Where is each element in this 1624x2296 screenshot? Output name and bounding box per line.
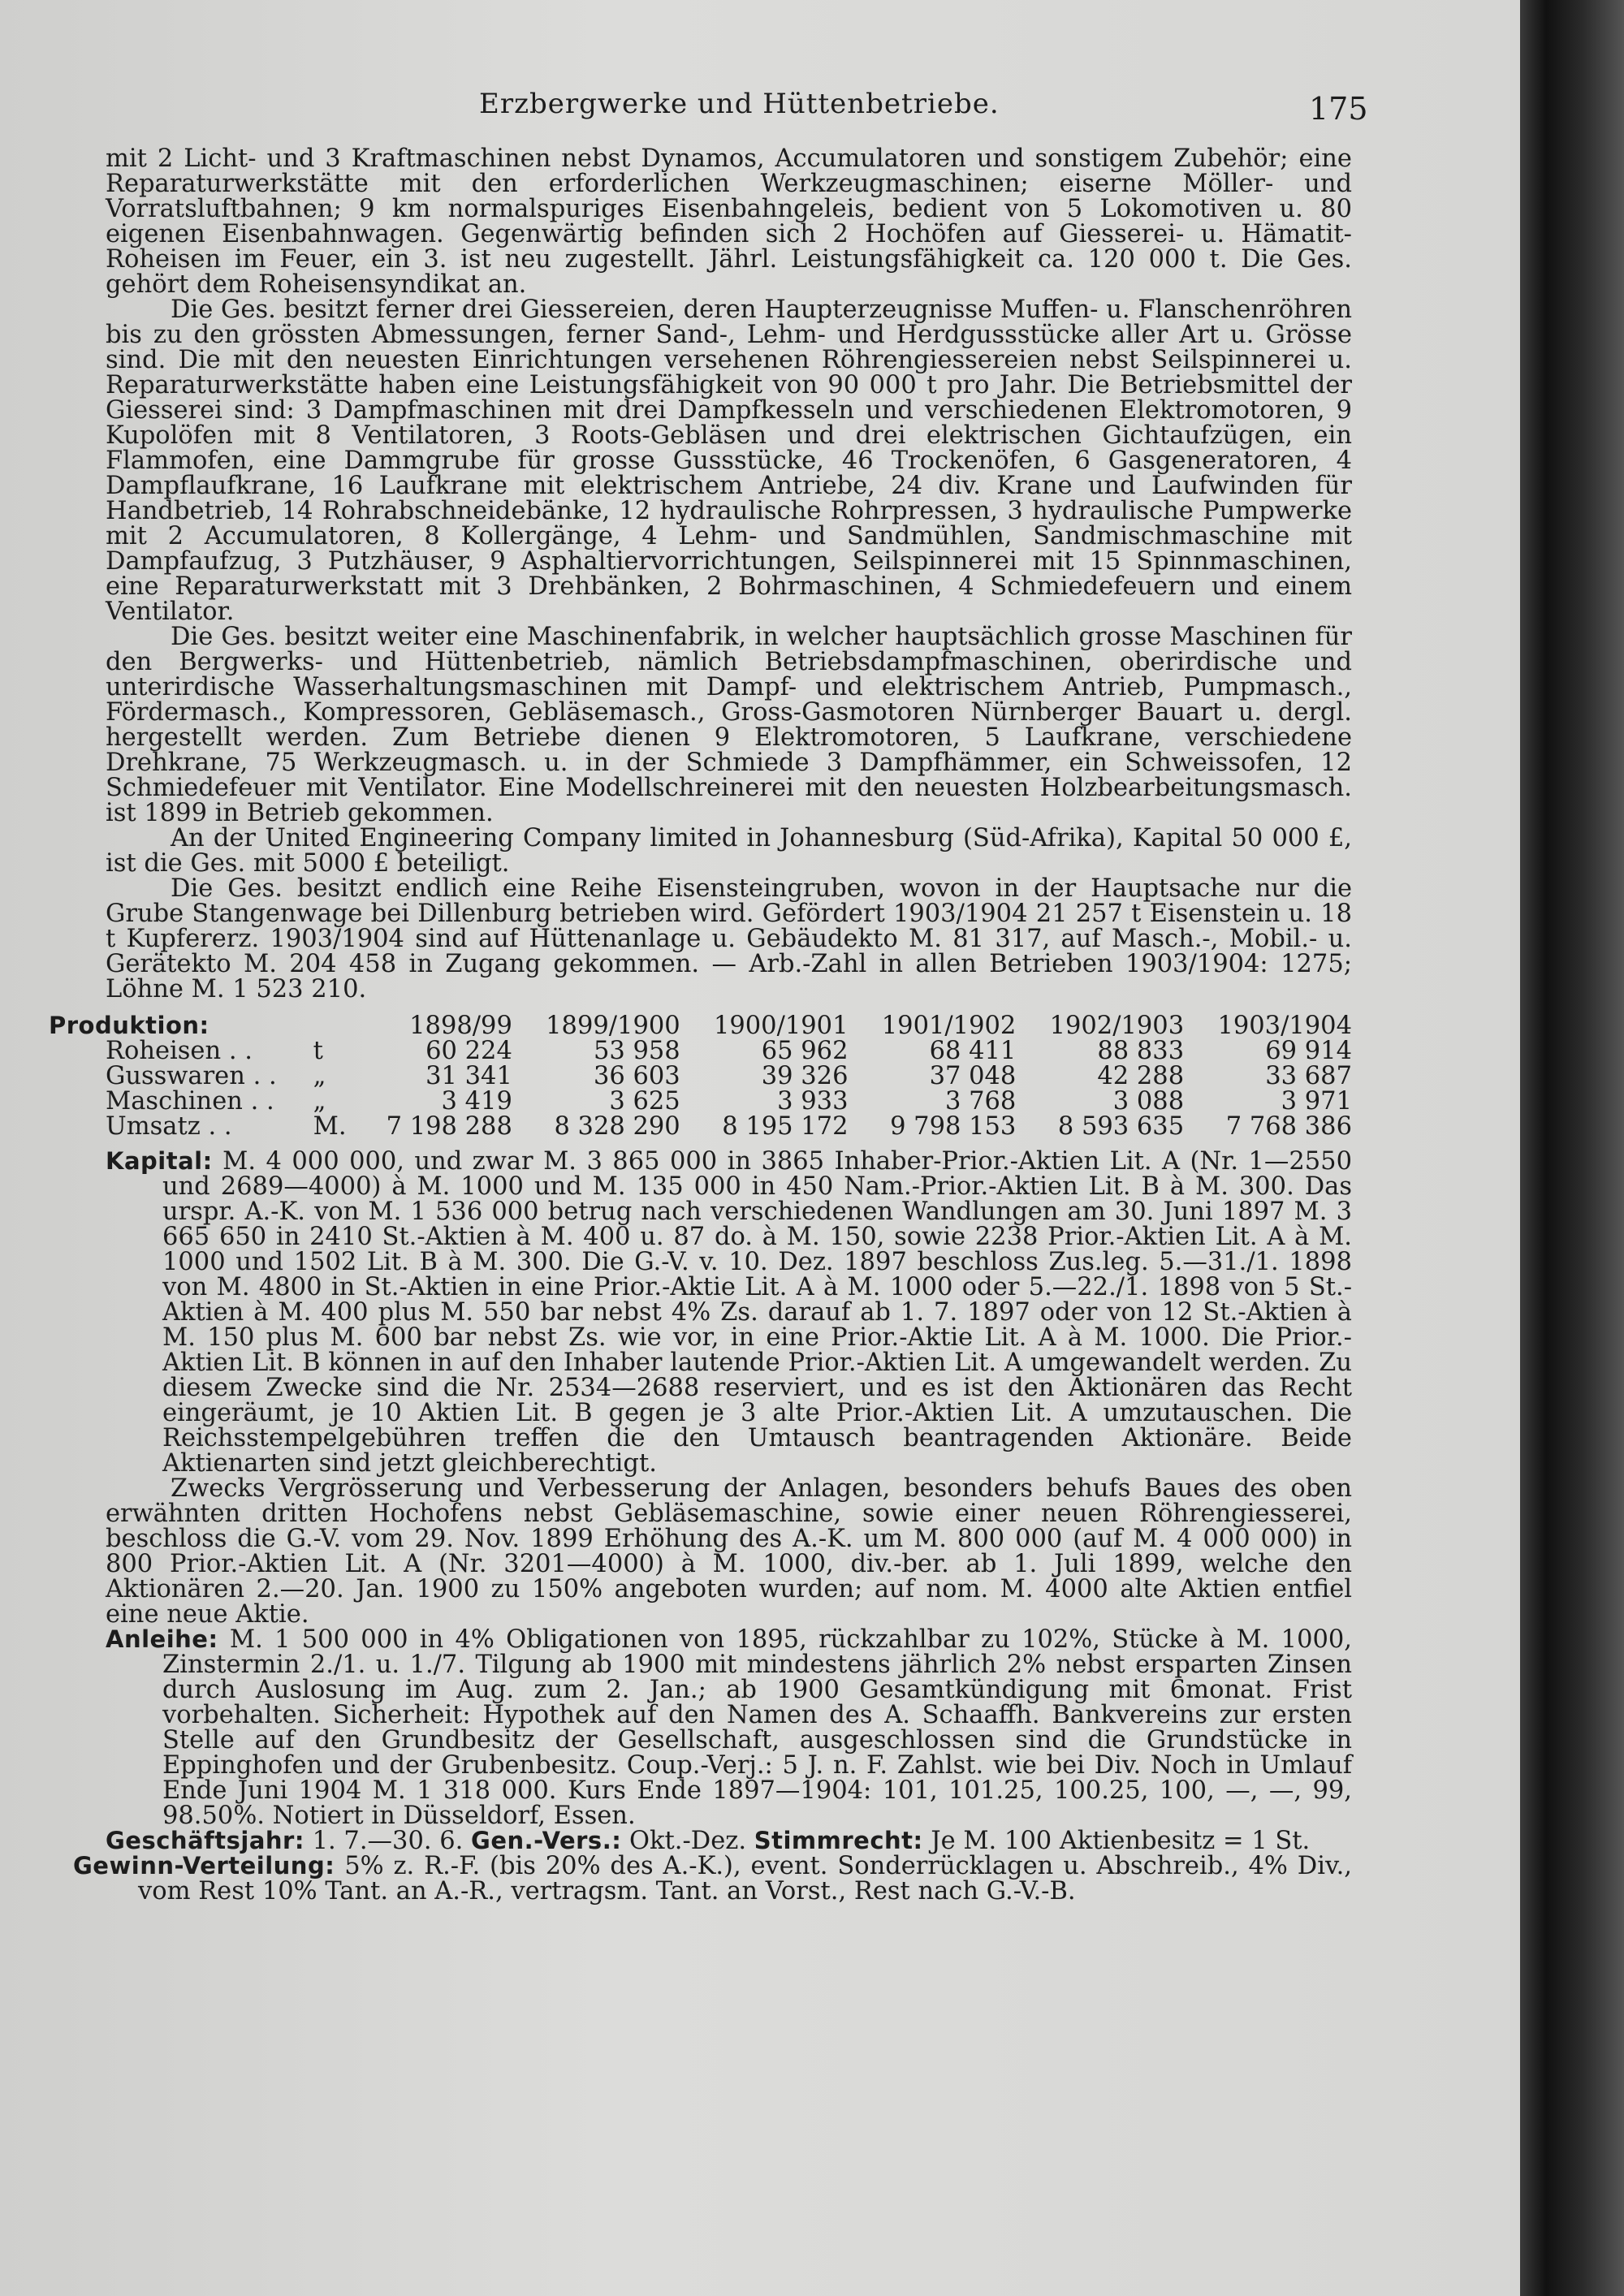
anleihe-section [106,1625,1352,1830]
table-cell: 36 603 [593,1062,680,1090]
table-cell: 7 768 386 [1225,1112,1352,1141]
voting-right-label: Stimmrecht: [754,1827,923,1854]
table-cell: 53 958 [593,1037,680,1065]
table-cell: 3 625 [609,1087,680,1116]
year-header: 1898/99 [409,1012,512,1040]
profit-distribution-label: Gewinn-Verteilung: [73,1852,335,1880]
table-cell: 3 768 [944,1087,1017,1116]
paragraph-johannesburg: An der United Engineering Company limited in Johannesburg (Süd-Afrika), Kapital 50 000 £, ist die Ges. mit 5000 £ beteiligt. [106,824,1352,878]
voting-right-text: Je M. 100 Aktienbesitz = 1 St. [931,1827,1311,1855]
table-cell: 60 224 [425,1037,512,1065]
kapital-increase-text: Zwecks Vergrösserung und Verbesserung der Anlagen, besonders behufs Baues des oben erwähnten dritten Hochofens nebst Gebläsemaschine, sowie einer neuen Röhrengiesserei, beschloss die G.-V. vom 29. Nov. 1899 Erhöhung des A.-K. um M. 800 000 (auf M. 4 000 000) in 800 Prior.-Aktien Lit. A (Nr. 3201—4000) à M. 1000, div.-ber. ab 1. Juli 1899, welche den Aktionären 2.—20. Jan. 1900 zu 150% angeboten wurden; auf nom. M. 4000 alte Aktien entfiel eine neue Aktie. [106,1474,1352,1629]
production-header-row [49,1013,1352,1038]
row-unit: t [313,1037,323,1065]
table-cell: 37 048 [929,1062,1017,1090]
year-header: 1903/1904 [1217,1012,1352,1040]
table-row [49,1114,1352,1139]
table-row [49,1089,1352,1114]
business-year-line [106,1827,1352,1855]
body-text [49,145,1352,1905]
row-label: Roheisen . . [106,1037,253,1065]
table-cell: 39 326 [761,1062,849,1090]
paragraph-equipment: mit 2 Licht- und 3 Kraftmaschinen nebst Dynamos, Accumulatoren und sonstigem Zubehör; eine Reparaturwerkstätte mit den erforderlichen Werkzeugmaschinen; eiserne Möller- und Vorratsluftbahnen; 9 km normalspuriges Eisenbahngeleis, bedient von 5 Lokomotiven u. 80 eigenen Eisenbahnwagen. Gegenwärtig befinden sich 2 Hochöfen auf Giesserei- u. Hämatit-Roheisen im Feuer, ein 3. ist neu zugestellt. Jährl. Leistungsfähigkeit ca. 120 000 t. Die Ges. gehört dem Roheisensyndikat an. [106,145,1352,299]
table-cell: 33 687 [1265,1062,1352,1090]
page-header [0,88,1527,127]
table-row [49,1038,1352,1064]
table-cell: 3 419 [441,1087,512,1116]
table-cell: 3 933 [777,1087,849,1116]
table-cell: 88 833 [1097,1037,1185,1065]
row-label: Maschinen . . [106,1087,274,1116]
profit-distribution-text: 5% z. R.-F. (bis 20% des A.-K.), event. Sonderrücklagen u. Abschreib., 4% Div., vom Rest 10% Tant. an A.-R., vertragsm. Tant. an Vorst., Rest nach G.-V.-B. [138,1852,1352,1905]
kapital-label: Kapital: [106,1147,213,1175]
business-year-text: 1. 7.—30. 6. [312,1827,464,1855]
kapital-section [106,1147,1352,1478]
table-cell: 9 798 153 [890,1112,1017,1141]
paragraph-mines: Die Ges. besitzt endlich eine Reihe Eisensteingruben, wovon in der Hauptsache nur die Grube Stangenwage bei Dillenburg betrieben wird. Gefördert 1903/1904 21 257 t Eisenstein u. 18 t Kupfererz. 1903/1904 sind auf Hüttenanlage u. Gebäudekto M. 81 317, auf Masch.-, Mobil.- u. Gerätekto M. 204 458 in Zugang gekommen. — Arb.-Zahl in allen Betrieben 1903/1904: 1275; Löhne M. 1 523 210. [106,874,1352,1003]
year-header: 1901/1902 [881,1012,1017,1040]
kapital-text: M. 4 000 000, und zwar M. 3 865 000 in 3865 Inhaber-Prior.-Aktien Lit. A (Nr. 1—2550 und 2689—4000) à M. 1000 und M. 135 000 in 450 Nam.-Prior.-Aktien Lit. B à M. 300. Das urspr. A.-K. von M. 1 536 000 betrug nach verschiedenen Wandlungen am 30. Juni 1897 M. 3 665 650 in 2410 St.-Aktien à M. 400 u. 87 do. à M. 150, sowie 2238 Prior.-Aktien Lit. A à M. 1000 und 1502 Lit. B à M. 300. Die G.-V. v. 10. Dez. 1897 beschloss Zus.leg. 5.—31./1. 1898 von M. 4800 in St.-Aktien in eine Prior.-Aktie Lit. A à M. 1000 oder 5.—22./1. 1898 von 5 St.-Aktien à M. 400 plus M. 550 bar nebst 4% Zs. darauf ab 1. 7. 1897 oder von 12 St.-Aktien à M. 150 plus M. 600 bar nebst Zs. wie vor, in eine Prior.-Aktie Lit. A à M. 1000. Die Prior.-Aktien Lit. B können in auf den Inhaber lautende Prior.-Aktien Lit. A umgewandelt werden. Zu diesem Zwecke sind die Nr. 2534—2688 reserviert, und es ist den Aktionären das Recht eingeräumt, je 10 Aktien Lit. B gegen je 3 alte Prior.-Aktien Lit. A umzutauschen. Die Reichsstempelgebühren treffen die den Umtausch beantragenden Aktionäre. Beide Aktienarten sind jetzt gleichberechtigt. [162,1147,1352,1478]
table-cell: 3 088 [1112,1087,1185,1116]
row-unit: „ [313,1087,326,1116]
table-cell: 42 288 [1097,1062,1185,1090]
table-cell: 7 198 288 [386,1112,512,1141]
row-label: Umsatz . . [106,1112,232,1141]
table-cell: 8 328 290 [554,1112,680,1141]
table-cell: 8 195 172 [722,1112,849,1141]
production-table [49,1013,1352,1139]
table-cell: 31 341 [425,1062,512,1090]
paragraph-machine-factory: Die Ges. besitzt weiter eine Maschinenfabrik, in welcher hauptsächlich grosse Maschinen für den Bergwerks- und Hüttenbetrieb, nämlich Betriebsdampfmaschinen, oberirdische und unterirdische Wasserhaltungsmaschinen mit Dampf- und elektrischem Antrieb, Pumpmasch., Fördermasch., Kompressoren, Gebläsemasch., Gross-Gasmotoren Nürnberger Bauart u. dergl. hergestellt werden. Zum Betriebe dienen 9 Elektromotoren, 5 Laufkrane, verschiedene Drehkrane, 75 Werkzeugmasch. u. in der Schmiede 3 Dampfhämmer, ein Schweissofen, 12 Schmiedefeuer mit Ventilator. Eine Modellschreinerei mit den neuesten Holzbearbeitungsmasch. ist 1899 in Betrieb gekommen. [106,623,1352,827]
anleihe-label: Anleihe: [106,1625,218,1653]
row-unit: „ [313,1062,326,1090]
page-number: 175 [1309,91,1368,127]
table-cell: 65 962 [761,1037,849,1065]
table-cell: 68 411 [929,1037,1017,1065]
business-year-label: Geschäftsjahr: [106,1827,304,1854]
anleihe-text: M. 1 500 000 in 4% Obligationen von 1895, rückzahlbar zu 102%, Stücke à M. 1000, Zinstermin 2./1. u. 1./7. Tilgung ab 1900 mit mindestens jährlich 2% nebst ersparten Zinsen durch Auslosung im Aug. zum 2. Jan.; ab 1900 Gesamtkündigung mit 6monat. Frist vorbehalten. Sicherheit: Hypothek auf den Namen des A. Schaaffh. Bankvereins zur ersten Stelle auf den Grundbesitz der Gesellschaft, ausgeschlossen sind die Grundstücke in Eppinghofen und der Grubenbesitz. Coup.-Verj.: 5 J. n. F. Zahlst. wie bei Div. Noch in Umlauf Ende Juni 1904 M. 1 318 000. Kurs Ende 1897—1904: 101, 101.25, 100.25, 100, —, —, 99, 98.50%. Notiert in Düsseldorf, Essen. [162,1625,1352,1830]
production-label: Produktion: [49,1012,209,1039]
row-label: Gusswaren . . [106,1062,277,1090]
general-meeting-text: Okt.-Dez. [629,1827,747,1855]
book-spine [1520,0,1624,2296]
running-title: Erzbergwerke und Hüttenbetriebe. [479,88,1000,120]
profit-distribution-section [73,1854,1352,1904]
row-unit: M. [313,1112,347,1141]
year-header: 1900/1901 [713,1012,849,1040]
table-cell: 8 593 635 [1057,1112,1185,1141]
table-cell: 3 971 [1281,1087,1352,1116]
table-row [49,1064,1352,1089]
general-meeting-label: Gen.-Vers.: [471,1827,622,1854]
table-cell: 69 914 [1265,1037,1352,1065]
paragraph-foundries: Die Ges. besitzt ferner drei Giessereien, deren Haupterzeugnisse Muffen- u. Flanschenröhren bis zu den grössten Abmessungen, ferner Sand-, Lehm- und Herdgussstücke aller Art u. Grösse sind. Die mit den neuesten Einrichtungen versehenen Röhrengiessereien nebst Seilspinnerei u. Reparaturwerkstätte haben eine Leistungsfähigkeit von 90 000 t pro Jahr. Die Betriebsmittel der Giesserei sind: 3 Dampfmaschinen mit drei Dampfkesseln und verschiedenen Elektromotoren, 9 Kupolöfen mit 8 Ventilatoren, 3 Roots-Gebläsen und drei elektrischen Gichtaufzügen, ein Flammofen, eine Dammgrube für grosse Gussstücke, 46 Trockenöfen, 6 Gasgeneratoren, 4 Dampflaufkrane, 16 Laufkrane mit elektrischem Antriebe, 24 div. Krane und Laufwinden für Handbetrieb, 14 Rohrabschneidebänke, 12 hydraulische Rohrpressen, 3 hydraulische Pumpwerke mit 2 Accumulatoren, 8 Kollergänge, 4 Lehm- und Sandmühlen, Sandmischmaschine mit Dampfaufzug, 3 Putzhäuser, 9 Asphaltiervorrichtungen, Seilspinnerei mit 15 Spinnmaschinen, eine Reparaturwerkstatt mit 3 Drehbänken, 2 Bohrmaschinen, 4 Schmiedefeuern und einem Ventilator. [106,296,1352,626]
year-header: 1902/1903 [1049,1012,1185,1040]
year-header: 1899/1900 [546,1012,680,1040]
